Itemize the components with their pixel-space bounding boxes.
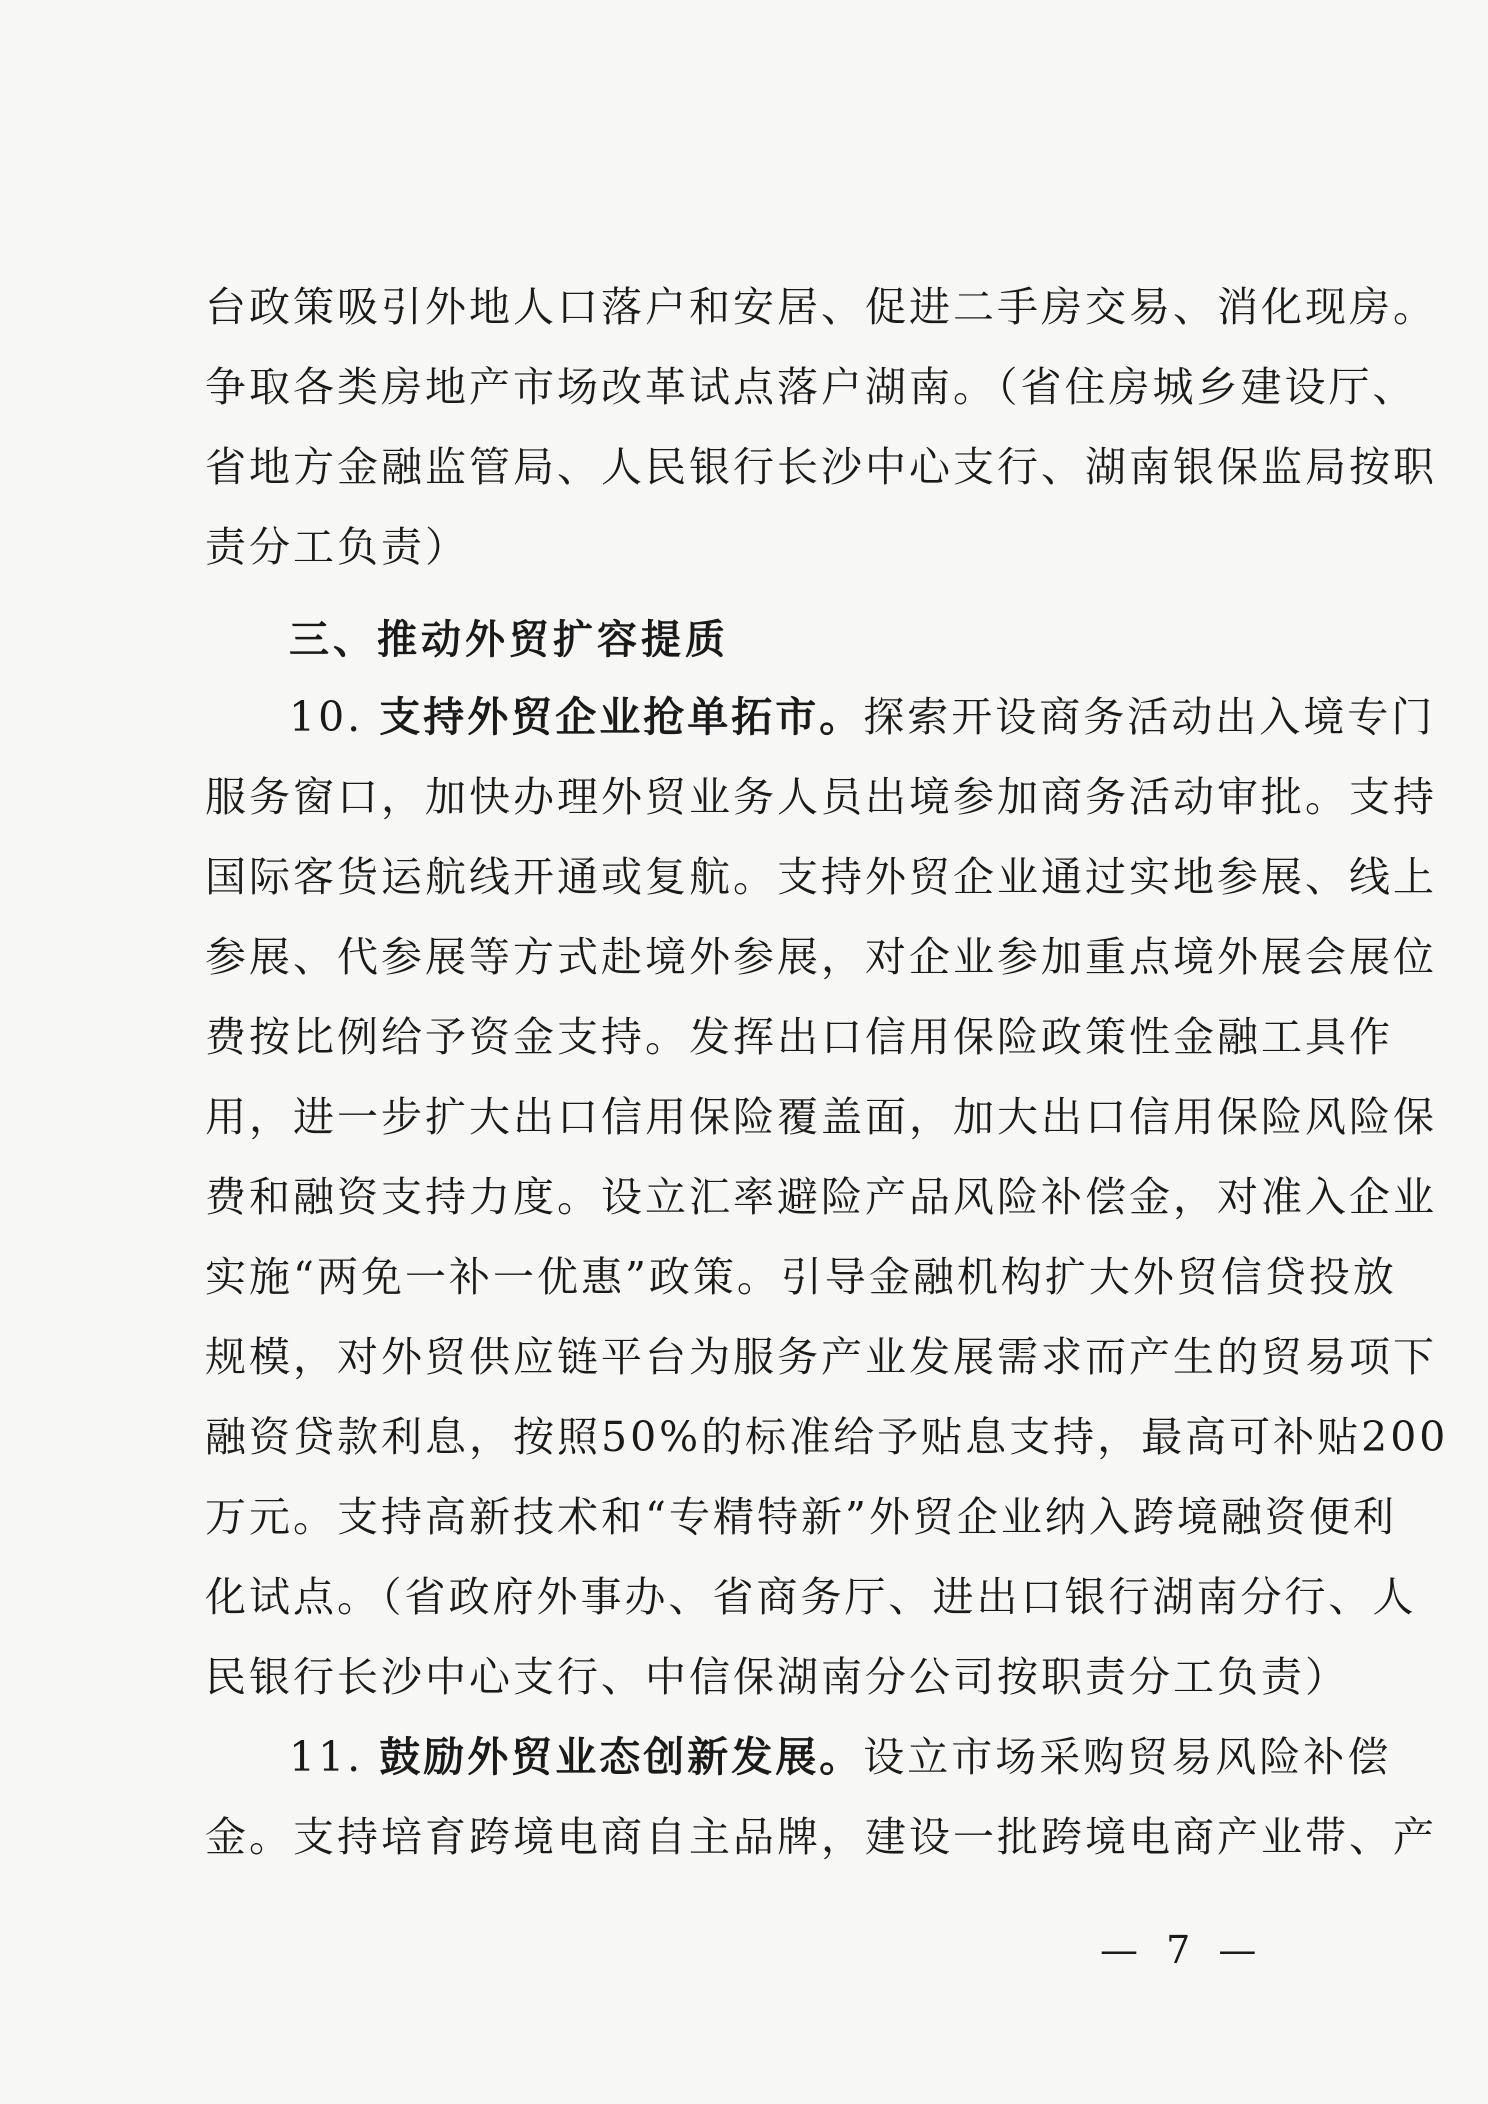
item-number: 10. <box>289 693 364 741</box>
section-heading: 三、推动外贸扩容提质 <box>289 617 729 663</box>
text-line: 费按比例给予资金支持。发挥出口信用保险政策性金融工具作 <box>205 1013 1393 1061</box>
text-line: 省地方金融监管局、人民银行长沙中心支行、湖南银保监局按职 <box>205 443 1437 491</box>
item-text: 探索开设商务活动出入境专门 <box>863 693 1436 741</box>
item-title: 支持外贸企业抢单拓市。 <box>379 693 864 741</box>
text-line: 规模，对外贸供应链平台为服务产业发展需求而产生的贸易项下 <box>205 1333 1437 1381</box>
text-line: 责分工负责） <box>205 523 469 571</box>
text-line: 争取各类房地产市场改革试点落户湖南。（省住房城乡建设厅、 <box>205 363 1417 411</box>
text-line: 用，进一步扩大出口信用保险覆盖面，加大出口信用保险风险保 <box>205 1093 1437 1141</box>
text-line: 参展、代参展等方式赴境外参展，对企业参加重点境外展会展位 <box>205 933 1437 981</box>
text-line: 服务窗口，加快办理外贸业务人员出境参加商务活动审批。支持 <box>205 773 1437 821</box>
item-title: 鼓励外贸业态创新发展。 <box>379 1733 864 1781</box>
text-line: 台政策吸引外地人口落户和安居、促进二手房交易、消化现房。 <box>205 283 1437 331</box>
text-line: 融资贷款利息，按照50%的标准给予贴息支持，最高可补贴200 <box>205 1413 1449 1461</box>
text-line: 民银行长沙中心支行、中信保湖南分公司按职责分工负责） <box>205 1653 1349 1701</box>
page-number: — 7 — <box>1100 1928 1265 1972</box>
item-number: 11. <box>289 1733 364 1781</box>
text-line: 费和融资支持力度。设立汇率避险产品风险补偿金，对准入企业 <box>205 1173 1437 1221</box>
text-line: 实施“两免一补一优惠”政策。引导金融机构扩大外贸信贷投放 <box>205 1253 1397 1301</box>
item-11-first-line <box>289 1732 1392 1782</box>
text-line: 万元。支持高新技术和“专精特新”外贸企业纳入跨境融资便利 <box>205 1493 1397 1541</box>
item-text: 设立市场采购贸易风险补偿 <box>863 1733 1392 1781</box>
text-line: 金。支持培育跨境电商自主品牌，建设一批跨境电商产业带、产 <box>205 1813 1437 1861</box>
item-10-first-line <box>289 692 1436 742</box>
text-line: 国际客货运航线开通或复航。支持外贸企业通过实地参展、线上 <box>205 853 1437 901</box>
text-line: 化试点。（省政府外事办、省商务厅、进出口银行湖南分行、人 <box>205 1573 1417 1621</box>
